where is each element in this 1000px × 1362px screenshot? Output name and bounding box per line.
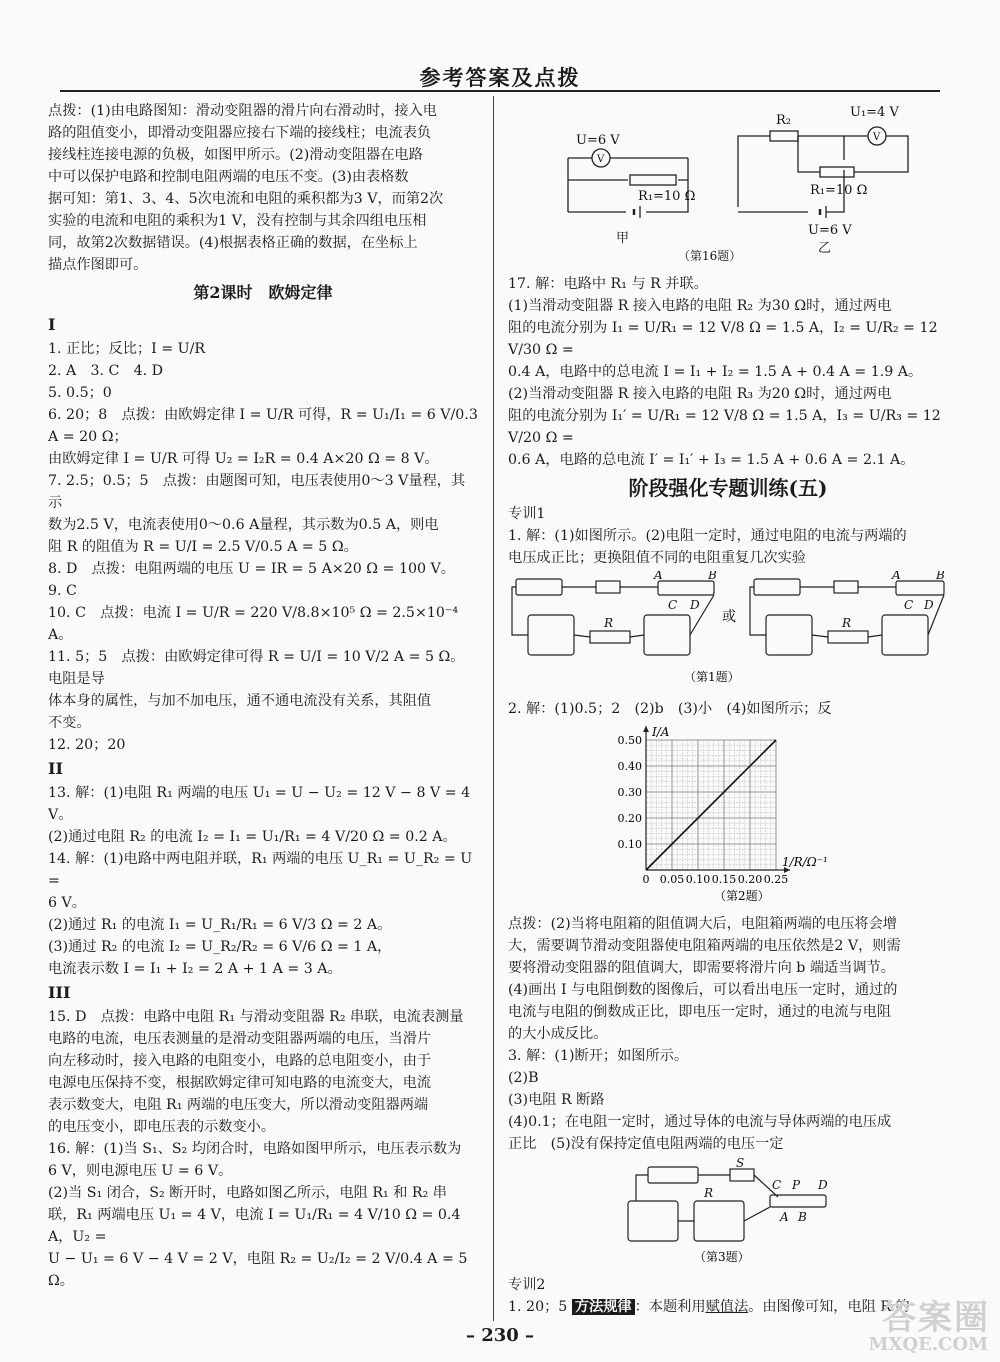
answer-line: 体本身的属性，与加不加电压，通不通电流没有关系，其阻值	[48, 693, 432, 709]
answer-line: 电压成正比；更换阻值不同的电阻重复几次实验	[508, 550, 806, 566]
chart-series	[646, 740, 776, 870]
battery-box	[516, 579, 562, 595]
label-u4-yi: U₁=4 V	[850, 105, 899, 120]
label-v-jia: V	[597, 154, 605, 165]
rheostat	[896, 581, 944, 595]
figure-16-caption: （第16题）	[678, 249, 742, 263]
answer-line: 0.6 A，电路的总电流 I′ = I₁′ + I₃ = 1.5 A + 0.6 A = 2.1 A。	[508, 452, 915, 468]
level-mark-3: III	[48, 983, 71, 1002]
x-tick-label: 0.05	[659, 873, 685, 886]
answer-line: 1. 解：(1)如图所示。(2)电阻一定时，通过电阻的电流与两端的	[508, 528, 907, 544]
ammeter	[528, 615, 574, 655]
label-r2-yi: R₂	[776, 113, 791, 128]
answer-line: (3)通过 R₂ 的电流 I₂ = U_R₂/R₂ = 6 V/6 Ω = 1 A，	[48, 939, 392, 955]
answer-text: ：本题利用	[634, 1299, 706, 1315]
answer-line: 大，需要调节滑动变阻器使电阻箱两端的电压依然是2 V，则需	[508, 938, 901, 954]
text-line: 同，故第2次数据错误。(4)根据表格正确的数据，在坐标上	[48, 235, 418, 251]
switch	[834, 581, 858, 593]
answer-line: 阻 R 的阻值为 R = U/I = 2.5 V/0.5 A = 5 Ω。	[48, 539, 358, 555]
answer-line: 表示数变大，电阻 R₁ 两端的电压变大，所以滑动变阻器两端	[48, 1097, 429, 1113]
label-yi: 乙	[818, 241, 832, 256]
wire-yi	[738, 136, 844, 212]
page-number: – 230 –	[465, 1325, 535, 1346]
y-tick-label: 0.40	[617, 760, 642, 773]
label-b: B	[708, 571, 717, 582]
label-v-yi: V	[873, 132, 881, 143]
label-b: B	[936, 571, 945, 582]
answer-line: 10. C 点拨：电流 I = U/R = 220 V/8.8×10⁵ Ω = 2.5×10⁻⁴ A。	[48, 605, 459, 643]
series-line	[646, 740, 776, 870]
stage-title: 阶段强化专题训练(五)	[628, 476, 828, 500]
answer-line: 6 V。	[48, 895, 86, 911]
x-tick-label: 0	[642, 873, 650, 886]
answer-line: (2)通过电阻 R₂ 的电流 I₂ = I₁ = U₁/R₁ = 4 V/20 Ω = 0.2 A。	[48, 829, 457, 845]
answer-line: 电源电压保持不变，根据欧姆定律可知电路的电流变大，电流	[48, 1075, 432, 1091]
label-a: A	[892, 571, 901, 582]
label-u6-jia: U=6 V	[576, 133, 620, 148]
answer-line: 向左移动时，接入电路的电阻变小，电路的总电阻变小，由于	[48, 1053, 432, 1069]
chart-xlabel: 1/R/Ω⁻¹	[782, 855, 828, 869]
rheostat	[770, 1195, 826, 1207]
level-mark-1: I	[48, 315, 56, 334]
answer-line: 联，R₁ 两端电压 U₁ = 4 V，电流 I = U₁/R₁ = 4 V/10 Ω = 0.4 A，U₂ =	[48, 1207, 461, 1245]
x-tick-label: 0.25	[763, 873, 789, 886]
label-jia: 甲	[616, 231, 630, 246]
chart-caption: （第2题）	[714, 889, 770, 903]
answer-line: 点拨：(2)当将电阻箱的阻值调大后，电阻箱两端的电压将会增	[508, 916, 897, 932]
answer-17	[508, 273, 948, 471]
header-rule	[60, 90, 940, 92]
answer-line: 9. C	[48, 583, 77, 599]
label-a: A	[654, 571, 663, 582]
intro-hint	[48, 100, 478, 276]
chart-ylabel: I/A	[652, 725, 670, 739]
label-or: 或	[722, 609, 736, 625]
answer-line: 电流与电阻的倒数成正比，即电压一定时，通过的电流与电阻	[508, 1004, 892, 1020]
y-tick-label: 0.30	[617, 786, 642, 799]
label-c: C	[668, 598, 678, 612]
figure-3-caption: （第3题）	[694, 1250, 750, 1264]
method-tag: 方法规律	[572, 1299, 635, 1315]
resistor-r2-yi	[770, 131, 798, 141]
lesson-title: 第2课时 欧姆定律	[193, 283, 333, 302]
wire	[636, 1175, 770, 1221]
circuit-figure-16	[508, 102, 948, 264]
voltmeter	[694, 1201, 744, 1241]
answer-line: (2)通过 R₁ 的电流 I₁ = U_R₁/R₁ = 6 V/3 Ω = 2 A。	[48, 917, 392, 933]
battery-box	[648, 1167, 698, 1183]
ammeter	[628, 1201, 678, 1241]
chart-ticks	[618, 734, 789, 886]
answer-line: 15. D 点拨：电路中电阻 R₁ 与滑动变阻器 R₂ 串联，电流表测量	[48, 1009, 464, 1025]
page-header: 参考答案及点拨	[419, 65, 581, 90]
label-c: C	[904, 598, 914, 612]
apparatus-figure-3	[508, 1157, 948, 1265]
label-d: D	[924, 598, 934, 612]
text-line: 据可知：第1、3、4、5次电流和电阻的乘积都为3 V，而第2次	[48, 191, 444, 207]
answer-number: 1. 20；5	[508, 1299, 568, 1315]
answers-level-3	[48, 1006, 478, 1292]
answer-line: 6 V，则电源电压 U = 6 V。	[48, 1163, 233, 1179]
label-c: C	[772, 1178, 782, 1192]
answer-line: 6. 20；8 点拨：由欧姆定律 I = U/R 可得，R = U₁/I₁ = 6 V/0.3 A = 20 Ω；	[48, 407, 478, 445]
answer-text: 。由图像可知，电阻 R 的	[748, 1299, 910, 1315]
label-d: D	[818, 1178, 828, 1192]
label-r: R	[842, 616, 852, 630]
label-d: D	[690, 598, 700, 612]
y-tick-label: 0.10	[617, 838, 642, 851]
voltmeter	[644, 615, 690, 655]
left-column	[48, 100, 478, 1292]
answer-line: (3)电阻 R 断路	[508, 1092, 605, 1108]
label-s: S	[736, 1157, 745, 1170]
answer-line: 正比 (5)没有保持定值电阻两端的电压一定	[508, 1136, 784, 1152]
level-mark-2: II	[48, 759, 63, 778]
y-tick-label: 0.50	[617, 734, 642, 747]
text-line: 点拨：(1)由电路图知：滑动变阻器的滑片向右滑动时，接入电	[48, 103, 437, 119]
answer-line: 2. 解：(1)0.5；2 (2)b (3)小 (4)如图所示；反	[508, 701, 832, 717]
answer-line: 1. 正比；反比；I = U/R	[48, 341, 206, 357]
answer-line: U − U₁ = 6 V − 4 V = 2 V，电阻 R₂ = U₂/I₂ = 2 V/0.4 A = 5 Ω。	[48, 1251, 468, 1289]
answer-line: 11. 5；5 点拨：由欧姆定律可得 R = U/I = 10 V/2 A = 5 Ω。电阻是导	[48, 649, 465, 687]
resistor-r	[590, 631, 630, 643]
y-tick-label: 0.20	[617, 812, 642, 825]
label-r: R	[704, 1186, 714, 1200]
answer-line: 8. D 点拨：电阻两端的电压 U = IR = 5 A×20 Ω = 100 V。	[48, 561, 455, 577]
answer-line: 14. 解：(1)电路中两电阻并联，R₁ 两端的电压 U_R₁ = U_R₂ = U =	[48, 851, 473, 889]
label-p: P	[792, 1178, 801, 1192]
label-r: R	[604, 616, 614, 630]
resistor-r1-jia	[630, 175, 676, 185]
ammeter	[766, 615, 812, 655]
text-line: 接线柱连接电源的负极，如图甲所示。(2)滑动变阻器在电路	[48, 147, 423, 163]
answer-line: 不变。	[48, 715, 91, 731]
battery-box	[754, 579, 800, 595]
section-label-1: 专训1	[508, 506, 546, 522]
answer-line: (2)当 S₁ 闭合，S₂ 断开时，电路如图乙所示，电阻 R₁ 和 R₂ 串	[48, 1185, 447, 1201]
answer-line: 阻的电流分别为 I₁′ = U/R₁ = 12 V/8 Ω = 1.5 A，I₃ = U/R₃ = 12 V/20 Ω =	[508, 408, 941, 446]
resistor-r1-yi	[820, 167, 854, 177]
apparatus-figure-1	[508, 571, 948, 689]
answer-line: 阻的电流分别为 I₁ = U/R₁ = 12 V/8 Ω = 1.5 A，I₂ = U/R₂ = 12 V/30 Ω =	[508, 320, 938, 358]
voltmeter	[882, 615, 928, 655]
switch	[730, 1169, 754, 1181]
y-axis-arrow	[643, 726, 649, 732]
figure-1-caption: （第1题）	[684, 670, 740, 684]
column-divider	[493, 96, 494, 1321]
answer-line: 0.4 A，电路中的总电流 I = I₁ + I₂ = 1.5 A + 0.4 A = 1.9 A。	[508, 364, 923, 380]
answer-line: 数为2.5 V，电流表使用0～0.6 A量程，其示数为0.5 A，则电	[48, 517, 439, 533]
text-line: 实验的电流和电阻的乘积为1 V，没有控制与其余四组电压相	[48, 213, 427, 229]
answer-line: (1)当滑动变阻器 R 接入电路的电阻 R₂ 为30 Ω时，通过两电	[508, 298, 892, 314]
label-r1-yi: R₁=10 Ω	[810, 183, 868, 198]
x-tick-label: 0.10	[685, 873, 711, 886]
section-label-2: 专训2	[508, 1277, 546, 1293]
answer-line: 电流表示数 I = I₁ + I₂ = 2 A + 1 A = 3 A。	[48, 961, 342, 977]
answer-line: 16. 解：(1)当 S₁、S₂ 均闭合时，电路如图甲所示，电压表示数为	[48, 1141, 462, 1157]
answer-line: (2)当滑动变阻器 R 接入电路的电阻 R₃ 为20 Ω时，通过两电	[508, 386, 892, 402]
text-line: 描点作图即可。	[48, 257, 148, 273]
label-u6-yi: U=6 V	[808, 223, 852, 238]
label-r1-jia: R₁=10 Ω	[638, 189, 696, 204]
answer-line: 的大小成反比。	[508, 1026, 608, 1042]
answer-line: 电路的电流，电压表测量的是滑动变阻器两端的电压，当滑片	[48, 1031, 432, 1047]
answer-line: 5. 0.5；0	[48, 385, 112, 401]
answer-line: (2)B	[508, 1070, 539, 1086]
answers-level-2	[48, 782, 478, 980]
x-tick-label: 0.20	[737, 873, 763, 886]
answers-level-1	[48, 338, 478, 756]
answer-line: (4)画出 I 与电阻倒数的图像后，可以看出电压一定时，通过的	[508, 982, 898, 998]
right-column	[508, 100, 948, 1318]
answer-2-3	[508, 913, 948, 1155]
answer-line: (4)0.1；在电阻一定时，通过导体的电流与导体两端的电压成	[508, 1114, 892, 1130]
answer-line: 由欧姆定律 I = U/R 可得 U₂ = I₂R = 0.4 A×20 Ω = 8 V。	[48, 451, 439, 467]
switch	[596, 581, 620, 593]
resistor-r	[828, 631, 868, 643]
text-line: 中可以保护电路和控制电阻两端的电压不变。(3)由表格数	[48, 169, 409, 185]
answer-line: 要将滑动变阻器的阻值调大，即需要将滑片向 b 端适当调节。	[508, 960, 895, 976]
answer-line: 12. 20；20	[48, 737, 126, 753]
x-tick-label: 0.15	[711, 873, 737, 886]
label-a: A	[780, 1210, 789, 1224]
chart-figure-2	[508, 722, 948, 904]
text-line: 路的阻值变小，即滑动变阻器应接右下端的接线柱；电流表负	[48, 125, 432, 141]
answer-line: 2. A 3. C 4. D	[48, 363, 163, 379]
answer-line: 13. 解：(1)电阻 R₁ 两端的电压 U₁ = U − U₂ = 12 V − 8 V = 4 V。	[48, 785, 471, 823]
rheostat	[658, 581, 714, 595]
answer-line: 17. 解：电路中 R₁ 与 R 并联。	[508, 276, 708, 292]
answer-line: 3. 解：(1)断开；如图所示。	[508, 1048, 689, 1064]
watermark-url: MXQE.COM	[868, 1334, 988, 1355]
method-name: 赋值法	[705, 1299, 749, 1315]
answer-line: 的电压变小，即电压表的示数变小。	[48, 1119, 276, 1135]
watermark-logo: 答案圈	[882, 1298, 990, 1338]
answer-line: 7. 2.5；0.5；5 点拨：由题图可知，电压表使用0～3 V量程，其示	[48, 473, 466, 511]
label-b: B	[798, 1210, 807, 1224]
